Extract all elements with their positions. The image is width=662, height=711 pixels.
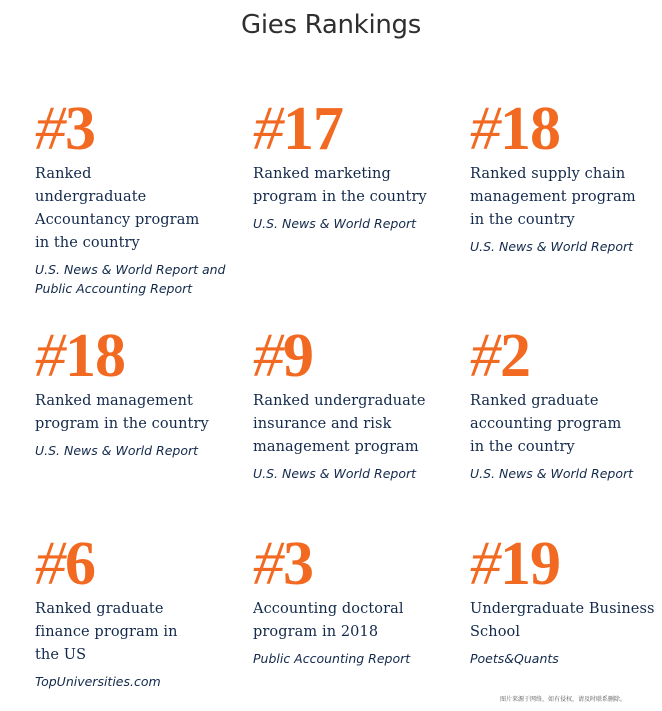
hash-symbol: # [470, 530, 500, 598]
rank-number [35, 95, 235, 163]
rank-value: 17 [283, 95, 343, 163]
rank-description: Ranked graduate finance program in the US [35, 601, 178, 663]
rank-number [470, 322, 662, 390]
rank-value: 3 [283, 530, 313, 598]
hash-symbol: # [253, 95, 283, 163]
rank-source: Public Accounting Report [253, 651, 411, 666]
rank-value: 6 [65, 530, 95, 598]
rank-number [253, 95, 453, 163]
ranking-card-accounting-doctoral [253, 530, 453, 668]
rank-number [253, 530, 453, 598]
rank-value: 19 [500, 530, 560, 598]
rank-source: U.S. News & World Report [35, 443, 199, 458]
rank-value: 3 [65, 95, 95, 163]
rank-description: Undergraduate Business School [470, 601, 655, 640]
rank-number [470, 530, 662, 598]
rank-number [253, 322, 453, 390]
ranking-card-management [35, 322, 235, 460]
rank-source: U.S. News & World Report and Public Accounting Report [35, 262, 226, 296]
rank-value: 2 [500, 322, 530, 390]
hash-symbol: # [470, 322, 500, 390]
ranking-card-undergrad-business-school [470, 530, 662, 668]
hash-symbol: # [35, 530, 65, 598]
rank-description: Ranked undergraduate insurance and risk management program [253, 393, 426, 455]
ranking-card-insurance-risk [253, 322, 453, 483]
ranking-card-graduate-finance [35, 530, 235, 691]
rank-number [35, 322, 235, 390]
rank-description: Accounting doctoral program in 2018 [253, 601, 404, 640]
rank-description: Ranked undergraduate Accountancy program in the country [35, 166, 200, 251]
ranking-card-supply-chain [470, 95, 662, 256]
rank-value: 9 [283, 322, 313, 390]
hash-symbol: # [253, 530, 283, 598]
page-title: Gies Rankings [241, 10, 421, 40]
rank-source: U.S. News & World Report [253, 466, 417, 481]
rank-source: U.S. News & World Report [470, 466, 634, 481]
rank-description: Ranked graduate accounting program in the country [470, 393, 622, 455]
hash-symbol: # [35, 322, 65, 390]
watermark-text: 图片来源于网络，如有侵权，请及时联系删除。 [499, 696, 626, 703]
hash-symbol: # [35, 95, 65, 163]
rank-value: 18 [500, 95, 560, 163]
hash-symbol: # [470, 95, 500, 163]
rank-value: 18 [65, 322, 125, 390]
ranking-card-marketing [253, 95, 453, 233]
rank-description: Ranked management program in the country [35, 393, 209, 432]
rank-source: U.S. News & World Report [253, 216, 417, 231]
rank-number [470, 95, 662, 163]
rank-description: Ranked supply chain management program in the country [470, 166, 636, 228]
rank-number [35, 530, 235, 598]
rank-source: U.S. News & World Report [470, 239, 634, 254]
hash-symbol: # [253, 322, 283, 390]
ranking-card-graduate-accounting [470, 322, 662, 483]
rank-source: TopUniversities.com [35, 674, 161, 689]
ranking-card-undergrad-accountancy [35, 95, 235, 298]
rank-source: Poets&Quants [470, 651, 559, 666]
rank-description: Ranked marketing program in the country [253, 166, 427, 205]
